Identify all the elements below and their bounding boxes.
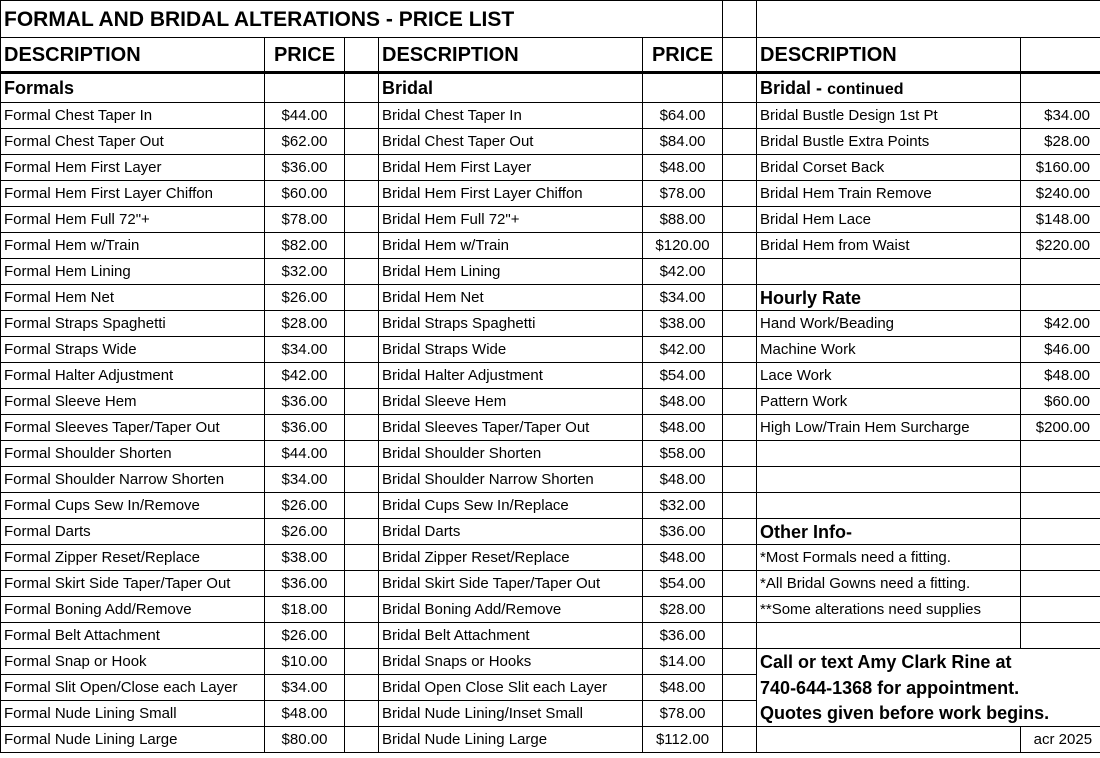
table-row [1,207,1100,233]
bridal-item-description: Bridal Skirt Side Taper/Taper Out [379,571,643,597]
bridal-item-description: Bridal Hem First Layer [379,155,643,181]
hourly-rate-description: Pattern Work [757,389,1021,415]
empty-cell [345,207,379,233]
formal-item-price: $34.00 [265,467,345,493]
credit-text: acr 2025 [1021,727,1100,753]
formal-item-description: Formal Belt Attachment [1,623,265,649]
empty-cell [723,493,757,519]
empty-cell [723,545,757,571]
formal-item-price: $62.00 [265,129,345,155]
table-row [1,727,1100,753]
empty-cell [1021,623,1100,649]
empty-cell [1021,73,1100,103]
bridal-item-price: $32.00 [643,493,723,519]
formal-item-price: $26.00 [265,519,345,545]
formal-item-description: Formal Darts [1,519,265,545]
bridal-item-price: $38.00 [643,311,723,337]
formal-item-price: $26.00 [265,493,345,519]
bridal-continued-description: Bridal Hem Lace [757,207,1021,233]
empty-cell [345,129,379,155]
empty-cell [1021,259,1100,285]
empty-cell [345,415,379,441]
bridal-item-description: Bridal Belt Attachment [379,623,643,649]
bridal-item-description: Bridal Straps Spaghetti [379,311,643,337]
contact-info-line: 740-644-1368 for appointment. [757,675,1100,701]
formal-item-price: $28.00 [265,311,345,337]
table-row [1,675,1100,701]
empty-cell [723,597,757,623]
table-row [1,415,1100,441]
empty-cell [723,727,757,753]
bridal-item-description: Bridal Darts [379,519,643,545]
formal-item-price: $44.00 [265,103,345,129]
bridal-item-price: $28.00 [643,597,723,623]
table-row [1,493,1100,519]
formal-item-price: $26.00 [265,285,345,311]
table-row [1,545,1100,571]
empty-cell [1021,493,1100,519]
section-heading-bridal-continued [757,73,1021,103]
empty-cell [345,285,379,311]
table-row [1,441,1100,467]
empty-cell [345,467,379,493]
hourly-rate-description: Machine Work [757,337,1021,363]
empty-cell [723,38,757,73]
hourly-rate-price: $60.00 [1021,389,1100,415]
empty-cell [345,363,379,389]
formal-item-price: $38.00 [265,545,345,571]
column-header-description: DESCRIPTION [757,38,1021,73]
column-header-price: PRICE [265,38,345,73]
table-row [1,181,1100,207]
bridal-item-price: $84.00 [643,129,723,155]
formal-item-description: Formal Hem w/Train [1,233,265,259]
table-row [1,337,1100,363]
empty-cell [723,207,757,233]
table-row [1,649,1100,675]
table-row [1,259,1100,285]
bridal-item-description: Bridal Open Close Slit each Layer [379,675,643,701]
bridal-continued-price: $160.00 [1021,155,1100,181]
formal-item-price: $42.00 [265,363,345,389]
empty-cell [723,519,757,545]
formal-item-description: Formal Hem Lining [1,259,265,285]
hourly-rate-description: Hand Work/Beading [757,311,1021,337]
empty-cell [1021,519,1100,545]
formal-item-price: $36.00 [265,571,345,597]
formal-item-price: $80.00 [265,727,345,753]
empty-cell [345,38,379,73]
bridal-continued-price: $28.00 [1021,129,1100,155]
bridal-continued-description: Bridal Bustle Extra Points [757,129,1021,155]
empty-cell [1021,38,1100,73]
empty-cell [723,311,757,337]
formal-item-description: Formal Shoulder Narrow Shorten [1,467,265,493]
empty-cell [723,441,757,467]
section-heading-bridal: Bridal [379,73,643,103]
formal-item-description: Formal Chest Taper In [1,103,265,129]
formal-item-description: Formal Hem Net [1,285,265,311]
empty-cell [345,649,379,675]
bridal-item-price: $48.00 [643,155,723,181]
empty-cell [723,701,757,727]
empty-cell [1021,597,1100,623]
hourly-rate-description: High Low/Train Hem Surcharge [757,415,1021,441]
hourly-rate-price: $46.00 [1021,337,1100,363]
column-header-price: PRICE [643,38,723,73]
contact-info-line: Quotes given before work begins. [757,701,1100,727]
empty-cell [345,623,379,649]
formal-item-description: Formal Shoulder Shorten [1,441,265,467]
bridal-continued-price: $34.00 [1021,103,1100,129]
table-row [1,571,1100,597]
formal-item-description: Formal Snap or Hook [1,649,265,675]
empty-cell [345,701,379,727]
bridal-item-price: $58.00 [643,441,723,467]
empty-cell [723,623,757,649]
bridal-item-description: Bridal Sleeves Taper/Taper Out [379,415,643,441]
empty-cell [757,493,1021,519]
formal-item-price: $78.00 [265,207,345,233]
empty-cell [345,675,379,701]
empty-cell [1021,545,1100,571]
bridal-item-price: $64.00 [643,103,723,129]
column-header-description: DESCRIPTION [379,38,643,73]
bridal-item-description: Bridal Chest Taper Out [379,129,643,155]
bridal-continued-description: Bridal Hem from Waist [757,233,1021,259]
formal-item-description: Formal Straps Spaghetti [1,311,265,337]
empty-cell [345,103,379,129]
bridal-item-price: $36.00 [643,623,723,649]
bridal-item-price: $48.00 [643,467,723,493]
hourly-rate-price: $200.00 [1021,415,1100,441]
section-heading-formals: Formals [1,73,265,103]
formal-item-price: $10.00 [265,649,345,675]
empty-cell [757,467,1021,493]
bridal-continued-description: Bridal Hem Train Remove [757,181,1021,207]
formal-item-price: $36.00 [265,389,345,415]
bridal-item-price: $14.00 [643,649,723,675]
other-info-heading: Other Info- [757,519,1021,545]
bridal-item-description: Bridal Snaps or Hooks [379,649,643,675]
empty-cell [723,73,757,103]
empty-cell [757,441,1021,467]
empty-cell [757,727,1021,753]
bridal-item-description: Bridal Cups Sew In/Replace [379,493,643,519]
empty-cell [345,571,379,597]
formal-item-price: $34.00 [265,337,345,363]
bridal-item-description: Bridal Straps Wide [379,337,643,363]
other-info-note: **Some alterations need supplies [757,597,1021,623]
bridal-item-description: Bridal Boning Add/Remove [379,597,643,623]
table-row [1,597,1100,623]
empty-cell [643,73,723,103]
formal-item-price: $34.00 [265,675,345,701]
formal-item-price: $44.00 [265,441,345,467]
hourly-rate-price: $42.00 [1021,311,1100,337]
bridal-item-description: Bridal Zipper Reset/Replace [379,545,643,571]
empty-cell [723,675,757,701]
formal-item-description: Formal Hem Full 72"+ [1,207,265,233]
formal-item-price: $36.00 [265,415,345,441]
empty-cell [345,519,379,545]
empty-cell [723,389,757,415]
bridal-item-description: Bridal Nude Lining Large [379,727,643,753]
bridal-item-price: $54.00 [643,363,723,389]
formal-item-price: $26.00 [265,623,345,649]
column-header-description: DESCRIPTION [1,38,265,73]
page-title: FORMAL AND BRIDAL ALTERATIONS - PRICE LIST [1,1,723,38]
empty-cell [345,493,379,519]
bridal-item-price: $42.00 [643,259,723,285]
empty-cell [723,1,757,38]
bridal-item-price: $54.00 [643,571,723,597]
bridal-item-description: Bridal Hem Lining [379,259,643,285]
empty-cell [757,623,1021,649]
empty-cell [345,727,379,753]
bridal-item-price: $48.00 [643,675,723,701]
empty-cell [345,545,379,571]
table-row [1,155,1100,181]
table-row [1,701,1100,727]
empty-cell [723,415,757,441]
empty-cell [345,597,379,623]
empty-cell [345,441,379,467]
empty-cell [1021,441,1100,467]
empty-cell [723,233,757,259]
bridal-item-description: Bridal Sleeve Hem [379,389,643,415]
empty-cell [1021,467,1100,493]
bridal-item-description: Bridal Hem Net [379,285,643,311]
hourly-rate-price: $48.00 [1021,363,1100,389]
formal-item-description: Formal Cups Sew In/Remove [1,493,265,519]
empty-cell [723,571,757,597]
formal-item-description: Formal Nude Lining Large [1,727,265,753]
bridal-item-price: $48.00 [643,545,723,571]
empty-cell [723,337,757,363]
empty-cell [757,259,1021,285]
formal-item-price: $60.00 [265,181,345,207]
empty-cell [723,155,757,181]
bridal-item-description: Bridal Hem w/Train [379,233,643,259]
section-heading-bridal-continued-name: Bridal - [760,77,823,98]
other-info-note: *Most Formals need a fitting. [757,545,1021,571]
table-row [1,285,1100,311]
bridal-continued-price: $220.00 [1021,233,1100,259]
table-row [1,103,1100,129]
bridal-item-description: Bridal Halter Adjustment [379,363,643,389]
bridal-item-description: Bridal Nude Lining/Inset Small [379,701,643,727]
bridal-item-description: Bridal Shoulder Shorten [379,441,643,467]
bridal-item-price: $112.00 [643,727,723,753]
table-row [1,519,1100,545]
section-heading-bridal-continued-suffix: continued [827,80,904,98]
formal-item-description: Formal Hem First Layer Chiffon [1,181,265,207]
hourly-rate-description: Lace Work [757,363,1021,389]
bridal-continued-description: Bridal Corset Back [757,155,1021,181]
formal-item-price: $48.00 [265,701,345,727]
bridal-item-price: $34.00 [643,285,723,311]
empty-cell [723,285,757,311]
table-row [1,467,1100,493]
empty-cell [1021,285,1100,311]
formal-item-description: Formal Hem First Layer [1,155,265,181]
bridal-item-price: $36.00 [643,519,723,545]
empty-cell [345,259,379,285]
contact-info-line: Call or text Amy Clark Rine at [757,649,1100,675]
empty-cell [345,73,379,103]
table-row [1,389,1100,415]
empty-cell [265,73,345,103]
bridal-item-price: $48.00 [643,389,723,415]
empty-cell [723,181,757,207]
formal-item-price: $82.00 [265,233,345,259]
bridal-item-price: $42.00 [643,337,723,363]
empty-cell [345,181,379,207]
table-row [1,311,1100,337]
empty-cell [345,311,379,337]
bridal-item-price: $78.00 [643,701,723,727]
table-row [1,129,1100,155]
table-row [1,623,1100,649]
bridal-continued-description: Bridal Bustle Design 1st Pt [757,103,1021,129]
other-info-note: *All Bridal Gowns need a fitting. [757,571,1021,597]
formal-item-description: Formal Nude Lining Small [1,701,265,727]
bridal-item-description: Bridal Hem Full 72"+ [379,207,643,233]
formal-item-description: Formal Straps Wide [1,337,265,363]
empty-cell [1021,571,1100,597]
bridal-item-price: $88.00 [643,207,723,233]
empty-cell [345,389,379,415]
empty-cell [723,103,757,129]
empty-cell [345,155,379,181]
formal-item-description: Formal Slit Open/Close each Layer [1,675,265,701]
formal-item-description: Formal Sleeves Taper/Taper Out [1,415,265,441]
bridal-item-description: Bridal Hem First Layer Chiffon [379,181,643,207]
table-row [1,363,1100,389]
formal-item-description: Formal Skirt Side Taper/Taper Out [1,571,265,597]
bridal-item-price: $48.00 [643,415,723,441]
empty-cell [345,233,379,259]
hourly-rate-heading: Hourly Rate [757,285,1021,311]
bridal-item-price: $120.00 [643,233,723,259]
formal-item-description: Formal Sleeve Hem [1,389,265,415]
empty-cell [723,259,757,285]
formal-item-description: Formal Boning Add/Remove [1,597,265,623]
formal-item-price: $36.00 [265,155,345,181]
formal-item-description: Formal Halter Adjustment [1,363,265,389]
bridal-item-description: Bridal Chest Taper In [379,103,643,129]
empty-cell [723,649,757,675]
bridal-item-description: Bridal Shoulder Narrow Shorten [379,467,643,493]
empty-cell [345,337,379,363]
empty-cell [723,363,757,389]
empty-cell [723,129,757,155]
formal-item-price: $18.00 [265,597,345,623]
bridal-continued-price: $148.00 [1021,207,1100,233]
table-row [1,233,1100,259]
empty-cell [723,467,757,493]
formal-item-description: Formal Chest Taper Out [1,129,265,155]
formal-item-price: $32.00 [265,259,345,285]
bridal-item-price: $78.00 [643,181,723,207]
formal-item-description: Formal Zipper Reset/Replace [1,545,265,571]
bridal-continued-price: $240.00 [1021,181,1100,207]
empty-cell [757,1,1100,38]
